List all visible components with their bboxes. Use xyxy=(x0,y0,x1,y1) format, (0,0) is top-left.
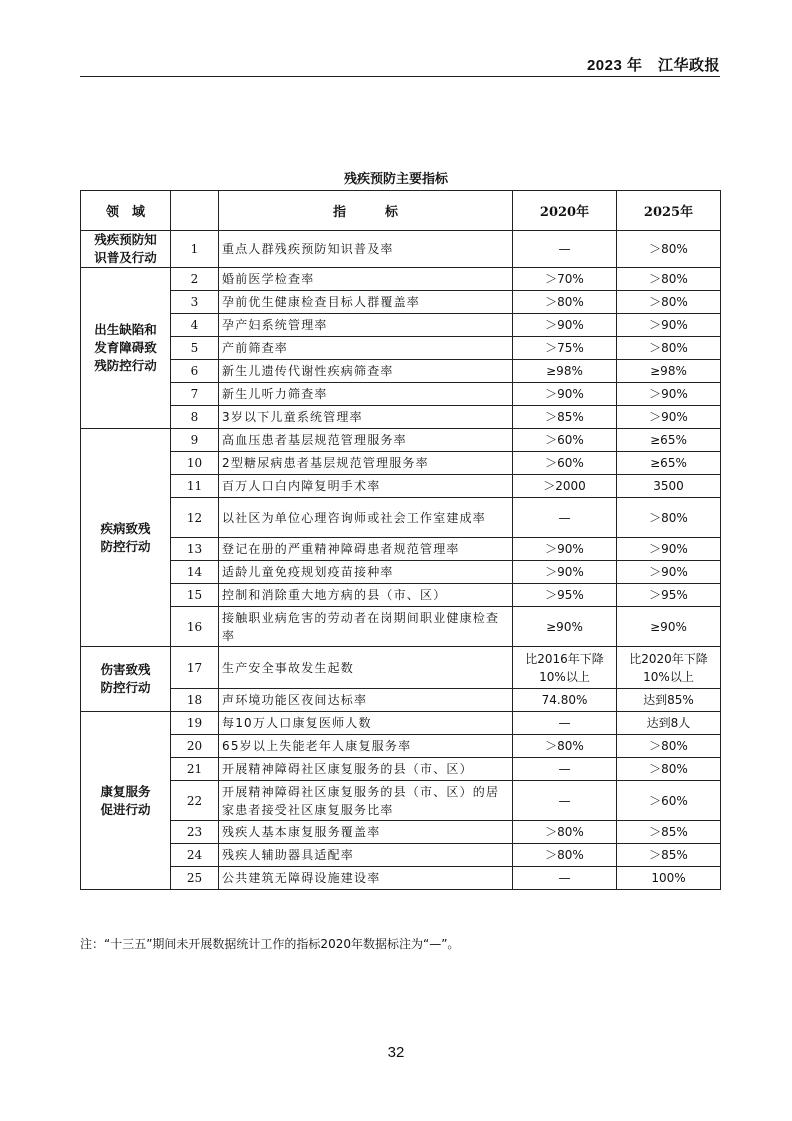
value-2025-cell: 3500 xyxy=(617,475,721,498)
value-2020-cell: — xyxy=(513,712,617,735)
table-row xyxy=(81,314,721,337)
domain-line: 防控行动 xyxy=(100,538,151,554)
value-2025-cell: ＞90% xyxy=(617,561,721,584)
indicator-cell: 新生儿听力筛查率 xyxy=(219,383,513,406)
row-number-cell: 23 xyxy=(171,821,219,844)
row-number-cell: 13 xyxy=(171,538,219,561)
domain-line: 残防控行动 xyxy=(94,358,157,373)
table-row xyxy=(81,867,721,890)
value-2020-cell: 比2016年下降10%以上 xyxy=(513,647,617,689)
value-2020-cell: ＞80% xyxy=(513,291,617,314)
indicator-cell: 控制和消除重大地方病的县（市、区） xyxy=(219,584,513,607)
table-row xyxy=(81,452,721,475)
value-2020-cell: ＞80% xyxy=(513,821,617,844)
domain-line: 发育障碍致 xyxy=(94,340,157,355)
row-number-cell: 19 xyxy=(171,712,219,735)
column-header-domain: 领 域 xyxy=(81,191,171,231)
row-number-cell: 6 xyxy=(171,360,219,383)
column-header-2025: 2025年 xyxy=(617,191,721,231)
value-2025-cell: ＞80% xyxy=(617,268,721,291)
value-2020-cell: ＞60% xyxy=(513,429,617,452)
table-row xyxy=(81,383,721,406)
indicator-cell: 生产安全事故发生起数 xyxy=(219,647,513,689)
indicator-cell: 百万人口白内障复明手术率 xyxy=(219,475,513,498)
value-2020-cell: ＞90% xyxy=(513,561,617,584)
value-2025-cell: ＞90% xyxy=(617,538,721,561)
table-row xyxy=(81,689,721,712)
table-row xyxy=(81,821,721,844)
value-2025-cell: ＞80% xyxy=(617,735,721,758)
table-body xyxy=(81,231,721,890)
table-row xyxy=(81,475,721,498)
indicator-cell: 接触职业病危害的劳动者在岗期间职业健康检查率 xyxy=(219,607,513,647)
page-number: 32 xyxy=(387,1044,405,1061)
table-row xyxy=(81,337,721,360)
row-number-cell: 21 xyxy=(171,758,219,781)
value-2020-cell: ＞90% xyxy=(513,538,617,561)
table-header-row xyxy=(81,191,721,231)
indicator-cell: 以社区为单位心理咨询师或社会工作室建成率 xyxy=(219,498,513,538)
row-number-cell: 25 xyxy=(171,867,219,890)
column-header-indicator: 指 标 xyxy=(219,191,513,231)
indicator-cell: 65岁以上失能老年人康复服务率 xyxy=(219,735,513,758)
row-number-cell: 8 xyxy=(171,406,219,429)
value-2020-cell: — xyxy=(513,781,617,821)
table-row xyxy=(81,360,721,383)
value-2025-cell: ＞85% xyxy=(617,844,721,867)
row-number-cell: 7 xyxy=(171,383,219,406)
domain-line: 出生缺陷和 xyxy=(94,322,157,337)
indicator-cell: 产前筛查率 xyxy=(219,337,513,360)
domain-line: 伤害致残 xyxy=(100,662,151,677)
value-2025-cell: ＞80% xyxy=(617,231,721,268)
value-2020-cell: ＞80% xyxy=(513,844,617,867)
value-2025-cell: ＞80% xyxy=(617,758,721,781)
indicator-cell: 婚前医学检查率 xyxy=(219,268,513,291)
domain-line: 防控行动 xyxy=(100,680,151,695)
domain-line: 识普及行动 xyxy=(94,250,157,265)
table-row xyxy=(81,584,721,607)
column-header-index xyxy=(171,191,219,231)
value-2020-cell: ＞90% xyxy=(513,314,617,337)
footnote: 注：“十三五”期间未开展数据统计工作的指标2020年数据标注为“—”。 xyxy=(80,937,460,951)
table-row xyxy=(81,538,721,561)
value-2020-cell: — xyxy=(513,758,617,781)
indicator-cell: 公共建筑无障碍设施建设率 xyxy=(219,867,513,890)
value-2020-cell: — xyxy=(513,867,617,890)
table-row xyxy=(81,735,721,758)
indicator-cell: 3岁以下儿童系统管理率 xyxy=(219,406,513,429)
table-row xyxy=(81,561,721,584)
value-2020-cell: ＞95% xyxy=(513,584,617,607)
value-2025-cell: 比2020年下降10%以上 xyxy=(617,647,721,689)
row-number-cell: 11 xyxy=(171,475,219,498)
domain-cell xyxy=(81,429,171,647)
table-row xyxy=(81,712,721,735)
table-row xyxy=(81,647,721,689)
table-row xyxy=(81,429,721,452)
value-2025-cell: ＞95% xyxy=(617,584,721,607)
value-2020-cell: ＞2000 xyxy=(513,475,617,498)
indicator-cell: 声环境功能区夜间达标率 xyxy=(219,689,513,712)
value-2025-cell: ＞90% xyxy=(617,383,721,406)
value-2025-cell: ＞80% xyxy=(617,291,721,314)
row-number-cell: 17 xyxy=(171,647,219,689)
domain-cell xyxy=(81,268,171,429)
value-2025-cell: ＞90% xyxy=(617,314,721,337)
domain-cell xyxy=(81,647,171,712)
row-number-cell: 2 xyxy=(171,268,219,291)
domain-line: 疾病致残 xyxy=(100,520,151,536)
indicator-cell: 新生儿遗传代谢性疾病筛查率 xyxy=(219,360,513,383)
value-2025-cell: ≥65% xyxy=(617,429,721,452)
header-rule xyxy=(80,76,720,77)
value-2020-cell: ＞80% xyxy=(513,735,617,758)
value-2025-cell: ≥90% xyxy=(617,607,721,647)
domain-line: 促进行动 xyxy=(100,801,151,817)
indicator-cell: 孕产妇系统管理率 xyxy=(219,314,513,337)
row-number-cell: 9 xyxy=(171,429,219,452)
value-2020-cell: ＞60% xyxy=(513,452,617,475)
table-row xyxy=(81,607,721,647)
value-2020-cell: — xyxy=(513,498,617,538)
value-2025-cell: ＞85% xyxy=(617,821,721,844)
table-row xyxy=(81,231,721,268)
table-row xyxy=(81,268,721,291)
value-2020-cell: — xyxy=(513,231,617,268)
value-2025-cell: ≥65% xyxy=(617,452,721,475)
value-2025-cell: ＞80% xyxy=(617,337,721,360)
indicator-cell: 残疾人辅助器具适配率 xyxy=(219,844,513,867)
indicator-cell: 开展精神障碍社区康复服务的县（市、区）的居家患者接受社区康复服务比率 xyxy=(219,781,513,821)
table-row xyxy=(81,406,721,429)
value-2020-cell: ＞70% xyxy=(513,268,617,291)
column-header-2020: 2020年 xyxy=(513,191,617,231)
row-number-cell: 16 xyxy=(171,607,219,647)
value-2020-cell: ＞85% xyxy=(513,406,617,429)
indicator-cell: 2型糖尿病患者基层规范管理服务率 xyxy=(219,452,513,475)
value-2025-cell: ＞90% xyxy=(617,406,721,429)
value-2020-cell: ＞75% xyxy=(513,337,617,360)
row-number-cell: 10 xyxy=(171,452,219,475)
indicator-cell: 重点人群残疾预防知识普及率 xyxy=(219,231,513,268)
value-2025-cell: ≥98% xyxy=(617,360,721,383)
indicator-cell: 孕前优生健康检查目标人群覆盖率 xyxy=(219,291,513,314)
table-row xyxy=(81,758,721,781)
value-2020-cell: 74.80% xyxy=(513,689,617,712)
value-2025-cell: ＞80% xyxy=(617,498,721,538)
row-number-cell: 14 xyxy=(171,561,219,584)
row-number-cell: 24 xyxy=(171,844,219,867)
indicator-cell: 开展精神障碍社区康复服务的县（市、区） xyxy=(219,758,513,781)
row-number-cell: 22 xyxy=(171,781,219,821)
domain-cell xyxy=(81,231,171,268)
domain-line: 康复服务 xyxy=(100,783,151,799)
indicator-cell: 登记在册的严重精神障碍患者规范管理率 xyxy=(219,538,513,561)
indicator-cell: 残疾人基本康复服务覆盖率 xyxy=(219,821,513,844)
domain-line: 残疾预防知 xyxy=(94,232,157,247)
value-2025-cell: ＞60% xyxy=(617,781,721,821)
value-2020-cell: ＞90% xyxy=(513,383,617,406)
table-title: 残疾预防主要指标 xyxy=(343,172,448,187)
table-row xyxy=(81,498,721,538)
header-text: 2023 年 江华政报 xyxy=(586,57,720,74)
row-number-cell: 5 xyxy=(171,337,219,360)
row-number-cell: 3 xyxy=(171,291,219,314)
row-number-cell: 15 xyxy=(171,584,219,607)
row-number-cell: 4 xyxy=(171,314,219,337)
row-number-cell: 12 xyxy=(171,498,219,538)
table-row xyxy=(81,844,721,867)
indicators-table xyxy=(80,190,721,890)
indicator-cell: 适龄儿童免疫规划疫苗接种率 xyxy=(219,561,513,584)
row-number-cell: 1 xyxy=(171,231,219,268)
value-2025-cell: 达到85% xyxy=(617,689,721,712)
value-2025-cell: 达到8人 xyxy=(617,712,721,735)
table-row xyxy=(81,291,721,314)
row-number-cell: 20 xyxy=(171,735,219,758)
indicator-cell: 高血压患者基层规范管理服务率 xyxy=(219,429,513,452)
row-number-cell: 18 xyxy=(171,689,219,712)
indicator-cell: 每10万人口康复医师人数 xyxy=(219,712,513,735)
page-header xyxy=(80,54,720,74)
domain-cell xyxy=(81,712,171,890)
table-row xyxy=(81,781,721,821)
value-2020-cell: ≥98% xyxy=(513,360,617,383)
value-2025-cell: 100% xyxy=(617,867,721,890)
value-2020-cell: ≥90% xyxy=(513,607,617,647)
